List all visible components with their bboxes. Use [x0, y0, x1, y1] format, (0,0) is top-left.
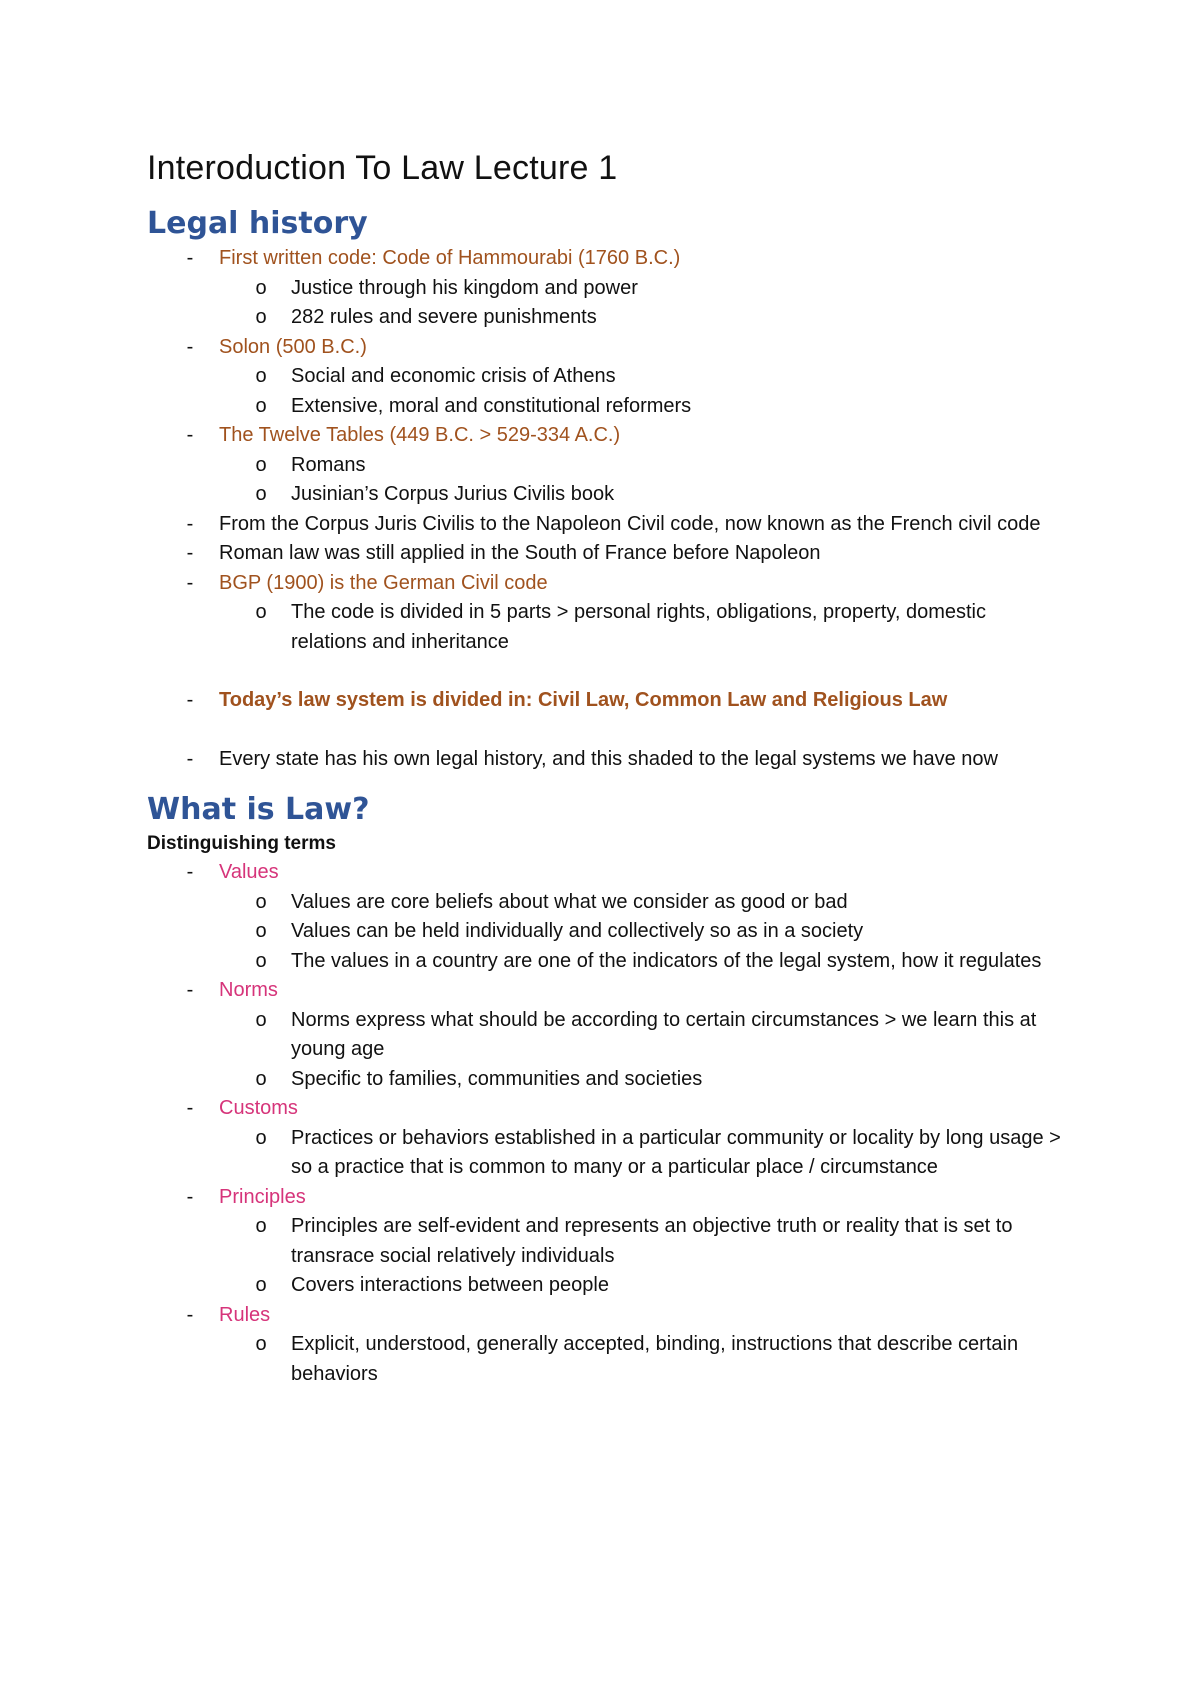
- term-label: Principles: [219, 1185, 306, 1208]
- sub-list-item: [219, 362, 1067, 392]
- sub-list-item: [219, 480, 1067, 510]
- list-item: [147, 1183, 1067, 1301]
- sub-item-text: The values in a country are one of the indicators of the legal system, how it regulates: [291, 949, 1042, 972]
- term-label: Norms: [219, 979, 278, 1001]
- sub-item-text: Norms express what should be according to certain circumstances > we learn this at young age: [291, 1008, 1037, 1060]
- circle-bullet: o: [255, 365, 267, 387]
- sub-list: [219, 451, 1067, 510]
- dash-bullet: -: [186, 747, 194, 770]
- list-item: [147, 333, 1067, 422]
- sub-list-item: [219, 303, 1067, 333]
- sub-item-text: Practices or behaviors established in a particular community or locality by long usage > so a practice that is common to many or a particular place / circumstance: [291, 1126, 1061, 1178]
- sub-item-text: 282 rules and severe punishments: [291, 306, 597, 328]
- list-item-text: Every state has his own legal history, and this shaded to the legal systems we have now: [219, 747, 998, 770]
- circle-bullet: o: [255, 276, 267, 299]
- sub-list-item: [219, 888, 1067, 918]
- circle-bullet: o: [255, 1274, 267, 1296]
- subheading-distinguishing-terms: Distinguishing terms: [147, 833, 336, 854]
- dash-bullet: -: [186, 1185, 194, 1208]
- sub-item-text: Romans: [291, 453, 366, 476]
- sub-list-item: [219, 1124, 1067, 1183]
- list-item: [147, 244, 1067, 333]
- circle-bullet: o: [255, 1126, 267, 1149]
- document-content: [147, 148, 1067, 1389]
- sub-item-text: Jusinian’s Corpus Jurius Civilis book: [291, 483, 615, 505]
- sub-item-text: Covers interactions between people: [291, 1274, 609, 1296]
- circle-bullet: o: [255, 453, 267, 476]
- section-heading-legal-history: Legal history: [147, 206, 368, 241]
- circle-bullet: o: [255, 483, 267, 505]
- circle-bullet: o: [255, 1215, 267, 1237]
- list-item: [147, 1301, 1067, 1390]
- sub-item-text: Principles are self-evident and represents an objective truth or reality that is set to transrace social relatively individuals: [291, 1215, 1013, 1267]
- sub-list-item: [219, 947, 1067, 977]
- list-item-text: Roman law was still applied in the South of France before Napoleon: [219, 542, 821, 564]
- sub-list: [219, 888, 1067, 977]
- list-item: [147, 510, 1067, 540]
- dash-bullet: -: [186, 247, 194, 269]
- legal-history-list: [147, 244, 1067, 774]
- dash-bullet: -: [186, 1303, 194, 1326]
- list-item: [147, 858, 1067, 976]
- circle-bullet: o: [255, 1333, 267, 1355]
- sub-list-item: [219, 274, 1067, 304]
- list-item: [147, 1094, 1067, 1183]
- sub-item-text: Values are core beliefs about what we consider as good or bad: [291, 890, 848, 913]
- dash-bullet: -: [186, 542, 194, 564]
- dash-bullet: -: [186, 335, 194, 358]
- dash-bullet: -: [186, 571, 194, 594]
- list-item-text: Solon (500 B.C.): [219, 335, 367, 358]
- list-item: [147, 745, 1067, 775]
- term-label: Rules: [219, 1303, 271, 1326]
- dash-bullet: -: [186, 689, 194, 711]
- list-item-text: From the Corpus Juris Civilis to the Napoleon Civil code, now known as the French civil code: [219, 512, 1041, 535]
- sub-item-text: Extensive, moral and constitutional reformers: [291, 394, 692, 417]
- list-item: [147, 686, 1067, 716]
- list-item-text: BGP (1900) is the German Civil code: [219, 571, 548, 594]
- sub-list-item: [219, 1271, 1067, 1301]
- sub-list-item: [219, 1006, 1067, 1065]
- list-item: [147, 976, 1067, 1094]
- dash-bullet: -: [186, 1097, 194, 1119]
- circle-bullet: o: [255, 306, 267, 328]
- sub-list-item: [219, 1065, 1067, 1095]
- sub-list-item: [219, 392, 1067, 422]
- sub-item-text: The code is divided in 5 parts > personal rights, obligations, property, domestic relations and inheritance: [291, 601, 986, 653]
- circle-bullet: o: [255, 1008, 267, 1031]
- circle-bullet: o: [255, 949, 267, 972]
- sub-list: [219, 274, 1067, 333]
- list-item: [147, 421, 1067, 510]
- list-item-text: First written code: Code of Hammourabi (1760 B.C.): [219, 247, 681, 269]
- list-item: [147, 569, 1067, 658]
- circle-bullet: o: [255, 601, 267, 623]
- circle-bullet: o: [255, 890, 267, 913]
- sub-list-item: [219, 1330, 1067, 1389]
- sub-list-item: [219, 1212, 1067, 1271]
- sub-list: [219, 1124, 1067, 1183]
- sub-list-item: [219, 451, 1067, 481]
- sub-item-text: Explicit, understood, generally accepted, binding, instructions that describe certain behaviors: [291, 1333, 1019, 1385]
- list-item-text: Today’s law system is divided in: Civil Law, Common Law and Religious Law: [219, 689, 948, 711]
- section-heading-what-is-law: What is Law?: [147, 792, 370, 827]
- sub-list: [219, 1212, 1067, 1301]
- list-item-text: The Twelve Tables (449 B.C. > 529-334 A.C.): [219, 424, 621, 446]
- term-label: Values: [219, 861, 279, 883]
- dash-bullet: -: [186, 979, 194, 1001]
- sub-list: [219, 1006, 1067, 1095]
- term-label: Customs: [219, 1097, 298, 1119]
- sub-list-item: [219, 917, 1067, 947]
- sub-item-text: Specific to families, communities and societies: [291, 1067, 703, 1090]
- dash-bullet: -: [186, 512, 194, 535]
- circle-bullet: o: [255, 394, 267, 417]
- dash-bullet: -: [186, 861, 194, 883]
- circle-bullet: o: [255, 920, 267, 942]
- document-title: Interoduction To Law Lecture 1: [147, 149, 618, 187]
- sub-list: [219, 598, 1067, 657]
- sub-list-item: [219, 598, 1067, 657]
- sub-item-text: Values can be held individually and collectively so as in a society: [291, 920, 864, 942]
- sub-list: [219, 1330, 1067, 1389]
- sub-item-text: Justice through his kingdom and power: [291, 276, 638, 299]
- list-item: [147, 539, 1067, 569]
- distinguishing-terms-list: [147, 858, 1067, 1389]
- circle-bullet: o: [255, 1067, 267, 1090]
- sub-item-text: Social and economic crisis of Athens: [291, 365, 616, 387]
- dash-bullet: -: [186, 424, 194, 446]
- sub-list: [219, 362, 1067, 421]
